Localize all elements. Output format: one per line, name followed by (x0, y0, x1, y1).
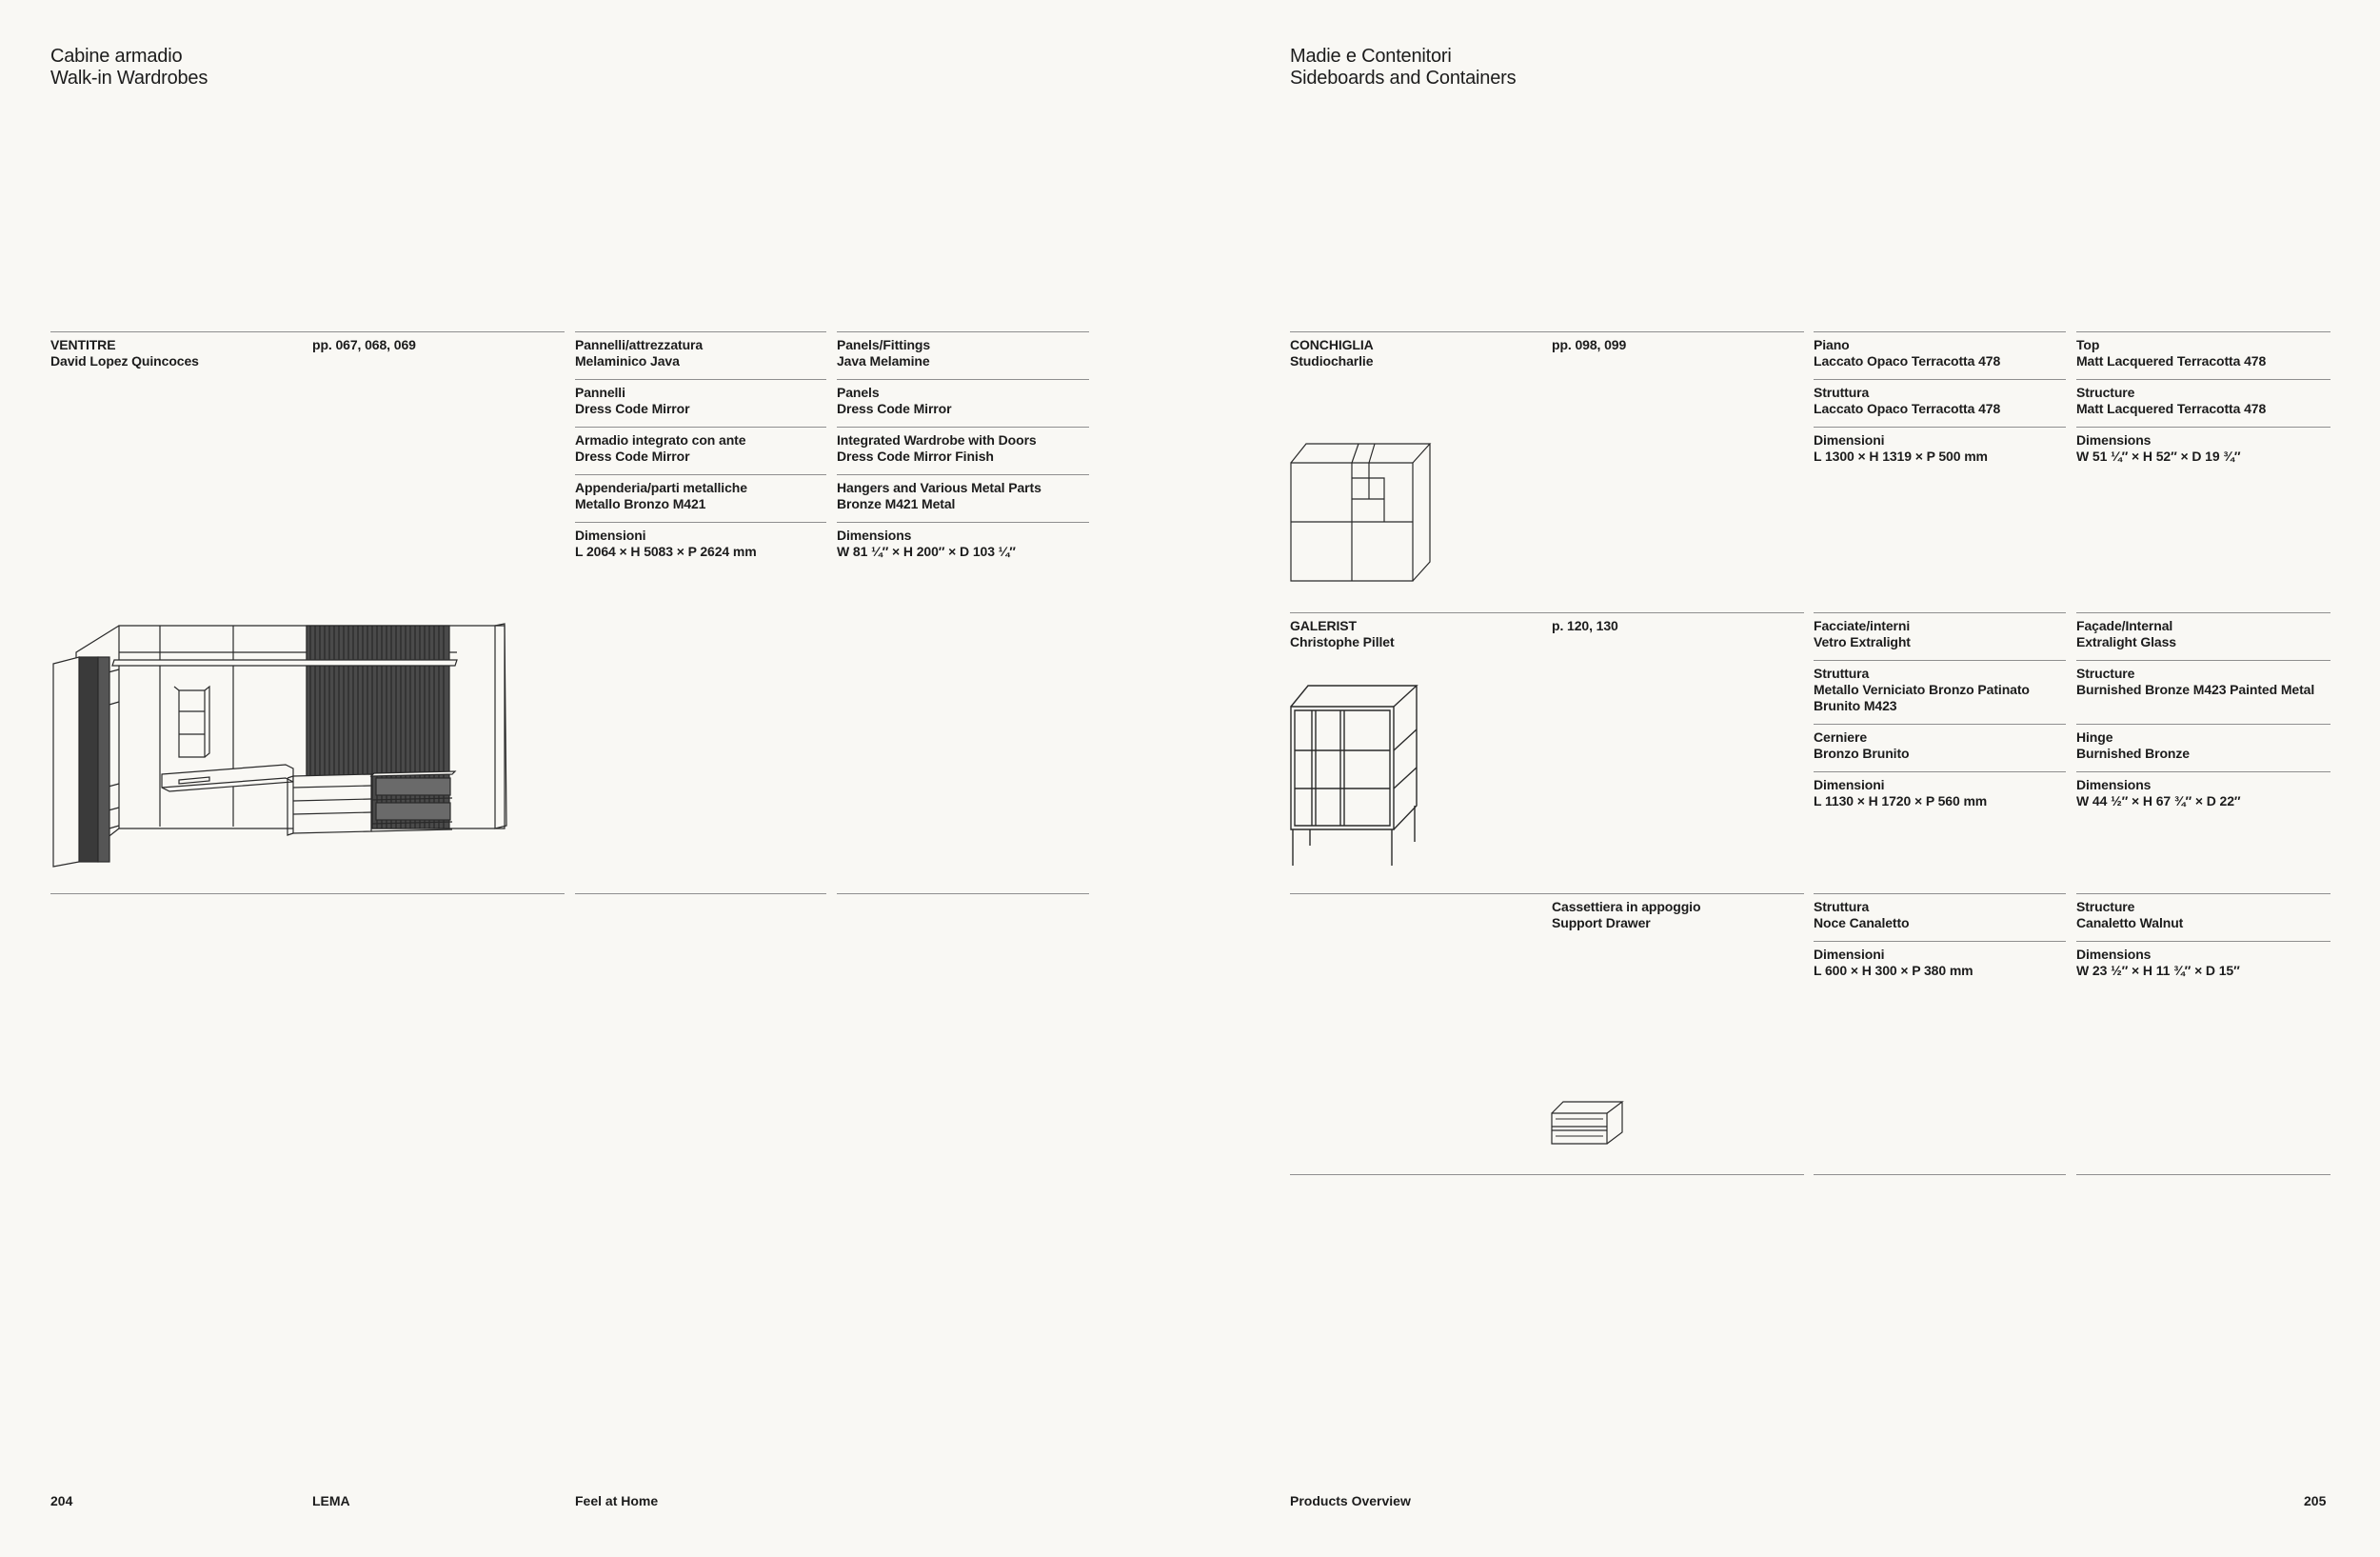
product-name-ventitre (50, 337, 199, 369)
divider (2076, 1174, 2330, 1175)
divider (837, 427, 1089, 428)
support-drawer-illustration (1550, 1100, 1626, 1148)
divider (1814, 724, 2066, 725)
divider (575, 522, 826, 523)
page-number-left: 204 (50, 1493, 73, 1508)
product-designer: Studiocharlie (1290, 353, 1374, 369)
divider (1814, 612, 2066, 613)
divider (1290, 331, 1804, 332)
spec-en-2: Structure Matt Lacquered Terracotta 478 (2076, 385, 2267, 416)
divider (575, 427, 826, 428)
divider (575, 893, 826, 894)
divider (837, 331, 1089, 332)
divider (1814, 331, 2066, 332)
product-pages: pp. 067, 068, 069 (312, 337, 416, 352)
divider (2076, 612, 2330, 613)
divider (837, 474, 1089, 475)
section-title-en: Walk-in Wardrobes (50, 68, 208, 89)
divider (1290, 893, 1804, 894)
divider (1290, 612, 1804, 613)
product-pages: pp. 098, 099 (1552, 337, 1627, 352)
spec-en-3: Hinge Burnished Bronze (2076, 729, 2190, 761)
divider (1814, 1174, 2066, 1175)
divider (1290, 1174, 1804, 1175)
divider (1814, 771, 2066, 772)
spec-en-4: Hangers and Various Metal Parts Bronze M421 Metal (837, 480, 1041, 511)
divider (1814, 941, 2066, 942)
divider (2076, 724, 2330, 725)
spec-it-4: Appenderia/parti metalliche Metallo Bronzo M421 (575, 480, 747, 511)
divider (2076, 771, 2330, 772)
divider (2076, 331, 2330, 332)
ventitre-wardrobe-illustration (48, 624, 514, 867)
section-label: Products Overview (1290, 1493, 1411, 1508)
product-name-support-drawer (1552, 899, 1700, 931)
divider (1814, 427, 2066, 428)
spec-it-1: Pannelli/attrezzatura Melaminico Java (575, 337, 704, 369)
product-name: VENTITRE (50, 337, 116, 352)
spec-it-5: Dimensioni L 2064 × H 5083 × P 2624 mm (575, 528, 757, 559)
section-title-it: Madie e Contenitori (1290, 46, 1452, 67)
spec-en-1: Façade/Internal Extralight Glass (2076, 618, 2176, 649)
product-name-galerist (1290, 618, 1395, 650)
brand-name: LEMA (312, 1493, 350, 1508)
spec-it-2: Struttura Laccato Opaco Terracotta 478 (1814, 385, 2001, 416)
section-title-walk-in-wardrobes (50, 46, 208, 90)
divider (1814, 893, 2066, 894)
divider (1814, 379, 2066, 380)
spec-it-3: Cerniere Bronzo Brunito (1814, 729, 1910, 761)
spec-en-2: Dimensions W 23 ½″ × H 11 ¾″ × D 15″ (2076, 947, 2240, 978)
spec-en-1: Panels/Fittings Java Melamine (837, 337, 931, 369)
product-designer: Christophe Pillet (1290, 634, 1395, 649)
divider (1814, 660, 2066, 661)
divider (2076, 660, 2330, 661)
product-name: GALERIST (1290, 618, 1357, 633)
spec-it-4: Dimensioni L 1130 × H 1720 × P 560 mm (1814, 777, 1988, 808)
spec-en-2: Structure Burnished Bronze M423 Painted Metal (2076, 666, 2315, 697)
product-pages: p. 120, 130 (1552, 618, 1618, 633)
divider (575, 474, 826, 475)
product-designer: David Lopez Quincoces (50, 353, 199, 369)
section-title-sideboards (1290, 46, 1516, 90)
page-number-right: 205 (2304, 1493, 2327, 1508)
spec-en-1: Top Matt Lacquered Terracotta 478 (2076, 337, 2267, 369)
divider (2076, 379, 2330, 380)
divider (837, 379, 1089, 380)
galerist-vitrine-illustration (1289, 682, 1422, 868)
spec-it-3: Dimensioni L 1300 × H 1319 × P 500 mm (1814, 432, 1988, 464)
spec-it-2: Pannelli Dress Code Mirror (575, 385, 690, 416)
spec-it-1: Piano Laccato Opaco Terracotta 478 (1814, 337, 2001, 369)
divider (575, 379, 826, 380)
divider (50, 893, 565, 894)
product-name-it: Cassettiera in appoggio (1552, 899, 1701, 914)
product-name: CONCHIGLIA (1290, 337, 1374, 352)
divider (837, 893, 1089, 894)
section-title-it: Cabine armadio (50, 46, 183, 67)
section-title-en: Sideboards and Containers (1290, 68, 1517, 89)
divider (2076, 941, 2330, 942)
spec-it-1: Facciate/interni Vetro Extralight (1814, 618, 1911, 649)
divider (2076, 893, 2330, 894)
product-name-conchiglia (1290, 337, 1374, 369)
tagline: Feel at Home (575, 1493, 659, 1508)
divider (575, 331, 826, 332)
spec-en-2: Panels Dress Code Mirror (837, 385, 952, 416)
spec-en-3: Integrated Wardrobe with Doors Dress Code Mirror Finish (837, 432, 1037, 464)
spec-it-1: Struttura Noce Canaletto (1814, 899, 1910, 930)
spec-en-3: Dimensions W 51 ¼″ × H 52″ × D 19 ¾″ (2076, 432, 2241, 464)
product-name-en: Support Drawer (1552, 915, 1651, 930)
divider (50, 331, 565, 332)
divider (2076, 427, 2330, 428)
spec-it-2: Struttura Metallo Verniciato Bronzo Patinato Brunito M423 (1814, 666, 2030, 713)
divider (837, 522, 1089, 523)
conchiglia-cabinet-illustration (1289, 440, 1432, 583)
spec-en-1: Structure Canaletto Walnut (2076, 899, 2184, 930)
spec-en-5: Dimensions W 81 ¼″ × H 200″ × D 103 ¼″ (837, 528, 1016, 559)
spec-it-2: Dimensioni L 600 × H 300 × P 380 mm (1814, 947, 1973, 978)
spec-it-3: Armadio integrato con ante Dress Code Mirror (575, 432, 746, 464)
spec-en-4: Dimensions W 44 ½″ × H 67 ¾″ × D 22″ (2076, 777, 2241, 808)
